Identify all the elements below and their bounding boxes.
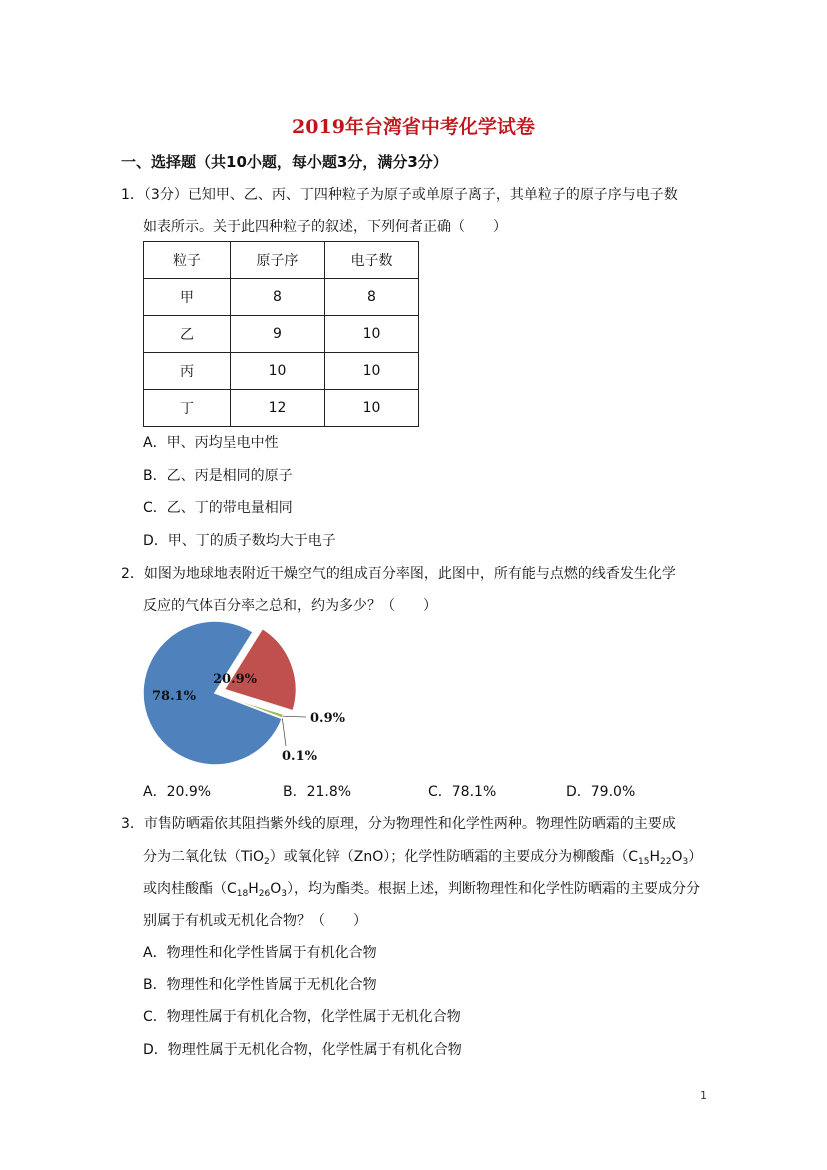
q1-option-b[interactable]: B．乙、丙是相同的原子 [143,468,293,484]
q3-line2-text: H [649,849,661,865]
table-header-cell: 电子数 [325,242,419,279]
table-cell: 9 [231,316,325,353]
table-row [144,390,419,427]
table-cell: 10 [231,353,325,390]
air-composition-pie-chart [140,618,360,773]
q3-line3-subscript: 3 [281,889,287,899]
q3-line3-text: H [248,881,259,897]
q1-option-d[interactable]: D．甲、丁的质子数均大于电子 [143,533,336,549]
table-cell: 乙 [144,316,231,353]
page-number: 1 [700,1089,707,1102]
pie-leader-line [283,716,306,717]
q3-option-a[interactable]: A．物理性和化学性皆属于有机化合物 [143,945,377,961]
q2-stem-line2: 反应的气体百分率之总和，约为多少？（ ） [143,598,437,614]
q3-line2-subscript: 22 [660,857,672,867]
table-header-row [144,242,419,279]
page-title: 2019年台湾省中考化学试卷 [292,116,535,138]
q1-option-a[interactable]: A．甲、丙均呈电中性 [143,435,279,451]
pie-data-label: 78.1% [152,689,197,704]
q1-stem-line2: 如表所示。关于此四种粒子的叙述，下列何者正确（ ） [143,219,507,235]
q3-option-d[interactable]: D．物理性属于无机化合物，化学性属于有机化合物 [143,1042,462,1058]
particle-table [143,241,419,427]
q2-stem-line1: 2．如图为地球地表附近干燥空气的组成百分率图，此图中，所有能与点燃的线香发生化学 [121,566,676,582]
q3-line3-text: ），均为酯类。根据上述，判断物理性和化学性防晒霜的主要成分分 [286,881,700,897]
table-cell: 8 [231,279,325,316]
q3-stem-line1: 3．市售防晒霜依其阻挡紫外线的原理，分为物理性和化学性两种。物理性防晒霜的主要成 [121,816,676,832]
q3-option-c[interactable]: C．物理性属于有机化合物，化学性属于无机化合物 [143,1009,461,1025]
pie-data-label: 0.1% [282,749,317,764]
table-header-cell: 粒子 [144,242,231,279]
q3-line3-text: 或肉桂酸酯（C [143,881,237,897]
q3-stem-line4: 别属于有机或无机化合物？（ ） [143,913,367,929]
table-cell: 12 [231,390,325,427]
q2-option-b[interactable]: B．21.8% [283,784,352,800]
q3-line2-text: 分为二氧化钛（TiO [143,849,265,865]
q3-stem-line3 [143,878,700,898]
q3-line2-text: ） [688,849,703,865]
pie-data-label: 0.9% [310,711,345,726]
table-cell: 丁 [144,390,231,427]
q3-line2-subscript: 2 [264,857,270,867]
table-row [144,316,419,353]
q2-option-c[interactable]: C．78.1% [428,784,497,800]
table-header-cell: 原子序 [231,242,325,279]
table-row [144,353,419,390]
q3-line3-subscript: 18 [236,889,249,899]
q3-line3-text: O [270,881,282,897]
q1-stem-line1: 1．（3分）已知甲、乙、丙、丁四种粒子为原子或单原子离子，其单粒子的原子序与电子数 [121,187,678,203]
table-cell: 10 [325,316,419,353]
q2-option-a[interactable]: A．20.9% [143,784,212,800]
table-cell: 丙 [144,353,231,390]
q3-line2-text: ）或氧化锌（ZnO）；化学性防晒霜的主要成分为柳酸酯（C [269,849,639,865]
pie-leader-line [282,718,286,746]
table-cell: 10 [325,390,419,427]
table-cell: 甲 [144,279,231,316]
table-cell: 8 [325,279,419,316]
q1-option-c[interactable]: C．乙、丁的带电量相同 [143,500,293,516]
section-heading: 一、选择题（共10小题，每小题3分，满分3分） [121,153,448,171]
q3-line2-subscript: 15 [638,857,650,867]
table-row [144,279,419,316]
q3-line2-subscript: 3 [682,857,689,867]
q3-option-b[interactable]: B．物理性和化学性皆属于无机化合物 [143,977,377,993]
pie-data-label: 20.9% [213,672,258,687]
q3-line3-subscript: 26 [258,889,271,899]
q2-option-d[interactable]: D．79.0% [566,784,636,800]
table-cell: 10 [325,353,419,390]
q3-line2-text: O [671,849,683,865]
q3-stem-line2 [143,846,702,866]
